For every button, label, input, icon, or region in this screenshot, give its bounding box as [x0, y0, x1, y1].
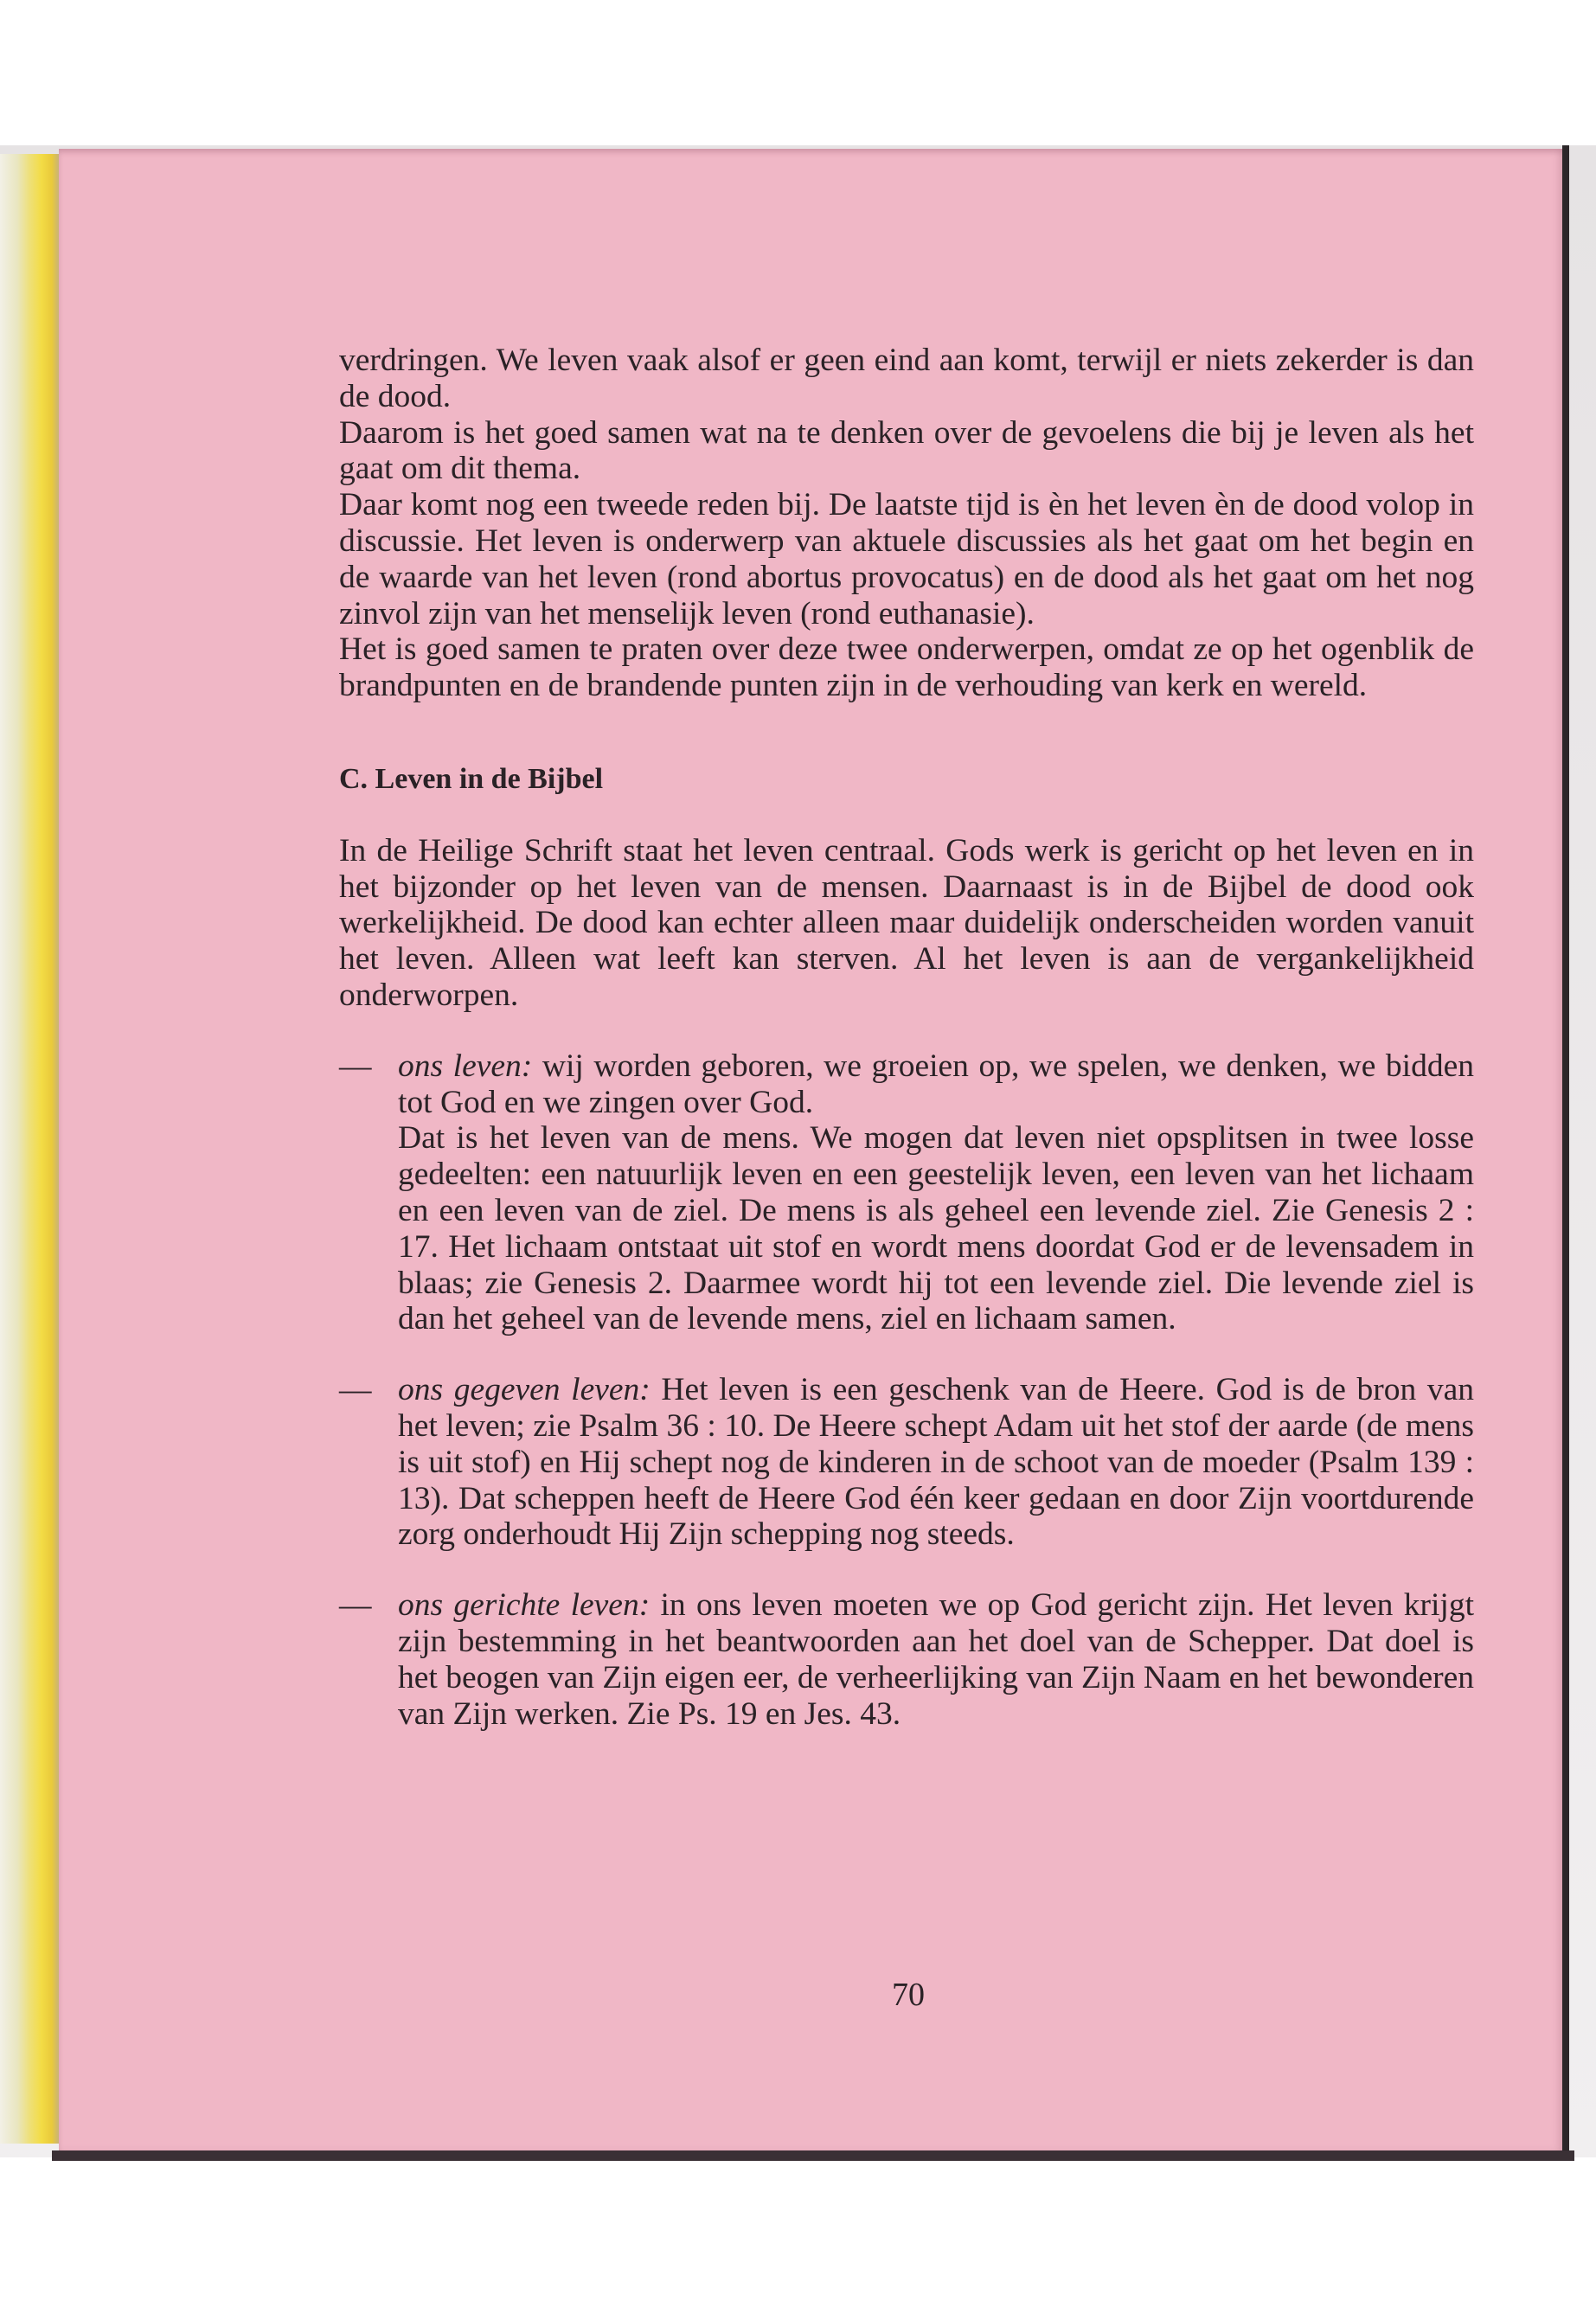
book-cover-edge-right — [1562, 145, 1569, 2161]
paragraph: Het is goed samen te praten over deze twee onderwerpen, omdat ze op het ogenblik de brandpunten en de brandende punten zijn in de verhouding van kerk en wereld. — [339, 631, 1474, 704]
paragraph: verdringen. We leven vaak alsof er geen eind aan komt, terwijl er niets zekerder is dan de dood. — [339, 343, 1474, 414]
item-text: Het leven is een geschenk van de Heere. God is de bron van het leven; zie Psalm 36 : 10. De Heere schept Adam uit het stof der aarde (de mens is uit stof) en Hij schept nog de kinderen in de schoot van de moeder (Psalm 139 : 13). Dat scheppen heeft de Heere God één keer gedaan en door Zijn voortdurende zorg onderhoudt Hij Zijn schepping nog steeds. — [398, 1372, 1474, 1553]
page-text-block — [339, 343, 1474, 1732]
em-dash-bullet: — — [339, 1048, 372, 1084]
em-dash-bullet: — — [339, 1587, 372, 1624]
list-item — [339, 1587, 1474, 1732]
list-item — [339, 1048, 1474, 1121]
list-item-continuation: Dat is het leven van de mens. We mogen dat leven niet opsplitsen in twee losse gedeelten: een natuurlijk leven en een geestelijk leven, een leven van het lichaam en een leven van de ziel. De mens is als geheel een levende ziel. Zie Genesis 2 : 17. Het lichaam ontstaat uit stof en wordt mens doordat God er de levensadem in blaas; zie Genesis 2. Daarmee wordt hij tot een levende ziel. Die levende ziel is dan het geheel van de levende mens, ziel en lichaam samen. — [398, 1120, 1474, 1337]
item-term: ons leven: — [398, 1048, 533, 1084]
paragraph: Daarom is het goed samen wat na te denken over de gevoelens die bij je leven als het gaat om dit thema. — [339, 414, 1474, 487]
page-number: 70 — [892, 1977, 925, 2013]
section-heading: C. Leven in de Bijbel — [339, 762, 604, 795]
item-term: ons gerichte leven: — [398, 1587, 651, 1624]
list-item — [339, 1372, 1474, 1553]
em-dash-bullet: — — [339, 1372, 372, 1408]
item-text: in ons leven moeten we op God gericht zijn. Het leven krijgt zijn bestemming in het beantwoorden aan het doel van de Schepper. Dat doel is het beogen van Zijn eigen eer, de verheerlijking van Zijn Naam en het bewonderen van Zijn werken. Zie Ps. 19 en Jes. 43. — [398, 1587, 1474, 1732]
item-term: ons gegeven leven: — [398, 1372, 651, 1408]
item-text: wij worden geboren, we groeien op, we spelen, we denken, we bidden tot God en we zingen over God. — [398, 1048, 1474, 1120]
paragraph: Daar komt nog een tweede reden bij. De laatste tijd is èn het leven èn de dood volop in discussie. Het leven is onderwerp van aktuele discussies als het gaat om het begin en de waarde van het leven (rond abortus provocatus) en de dood als het gaat om het nog zinvol zijn van het menselijk leven (rond euthanasie). — [339, 487, 1474, 631]
section-intro-paragraph: In de Heilige Schrift staat het leven centraal. Gods werk is gericht op het leven en in het bijzonder op het leven van de mensen. Daarnaast is in de Bijbel de dood ook werkelijkheid. De dood kan echter alleen maar duidelijk onderscheiden worden vanuit het leven. Alleen wat leeft kan sterven. Al het leven is aan de vergankelijkheid onderworpen. — [339, 832, 1474, 1013]
book-cover-edge-bottom — [52, 2150, 1574, 2161]
